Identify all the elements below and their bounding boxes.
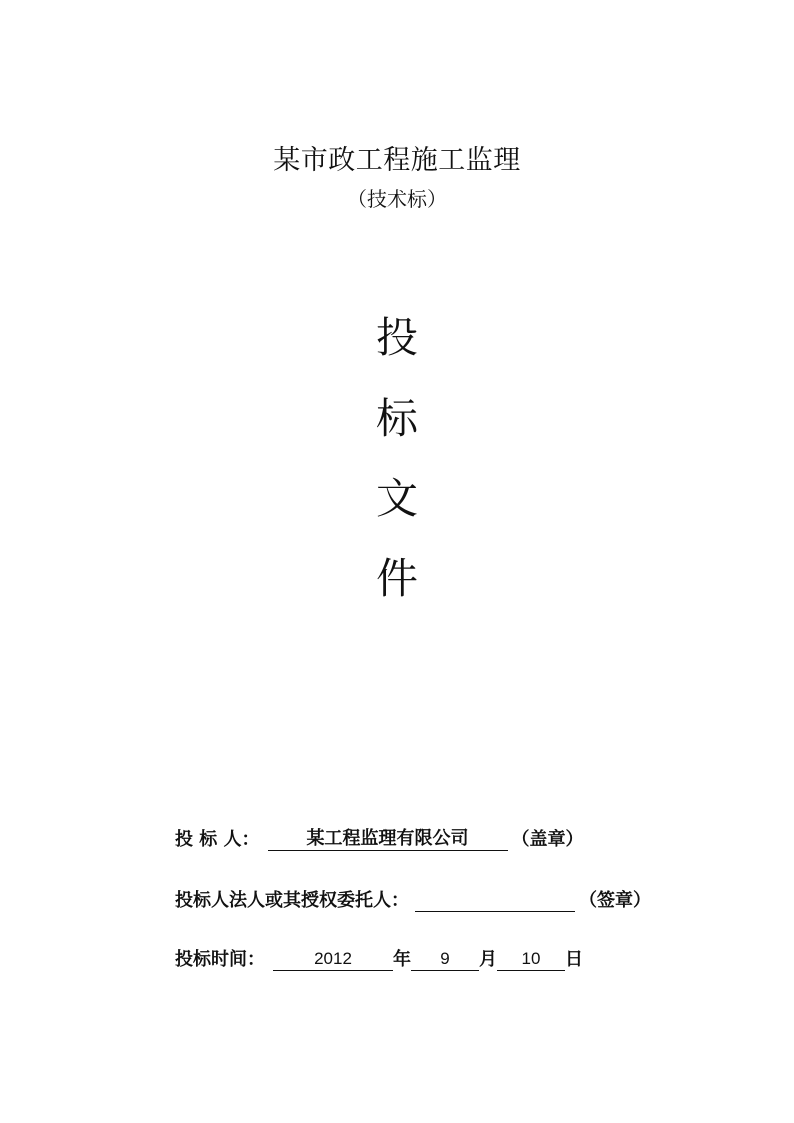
date-day-unit: 日 (565, 949, 583, 970)
bidder-label: 投 标 人： (175, 829, 260, 850)
bidder-seal-note: （盖章） (511, 829, 584, 850)
date-row (175, 945, 583, 971)
bidder-row (175, 825, 584, 851)
representative-field (415, 889, 575, 912)
date-year-field: 2012 (273, 948, 393, 971)
date-label: 投标时间： (175, 949, 265, 970)
page-subtitle: （技术标） (347, 187, 447, 211)
date-month-field: 9 (411, 948, 479, 971)
document-title-char-3: 文 (375, 474, 418, 523)
representative-row (175, 886, 651, 912)
bidder-name-field: 某工程监理有限公司 (268, 828, 508, 851)
representative-seal-note: （签章） (579, 890, 651, 911)
date-year-unit: 年 (393, 949, 411, 970)
date-day-field: 10 (497, 948, 565, 971)
document-title-char-4: 件 (375, 554, 418, 603)
date-month-unit: 月 (479, 949, 497, 970)
document-title-char-2: 标 (375, 394, 418, 443)
representative-label: 投标人法人或其授权委托人： (175, 890, 409, 911)
page-title: 某市政工程施工监理 (273, 145, 521, 176)
document-title-char-1: 投 (375, 313, 418, 362)
